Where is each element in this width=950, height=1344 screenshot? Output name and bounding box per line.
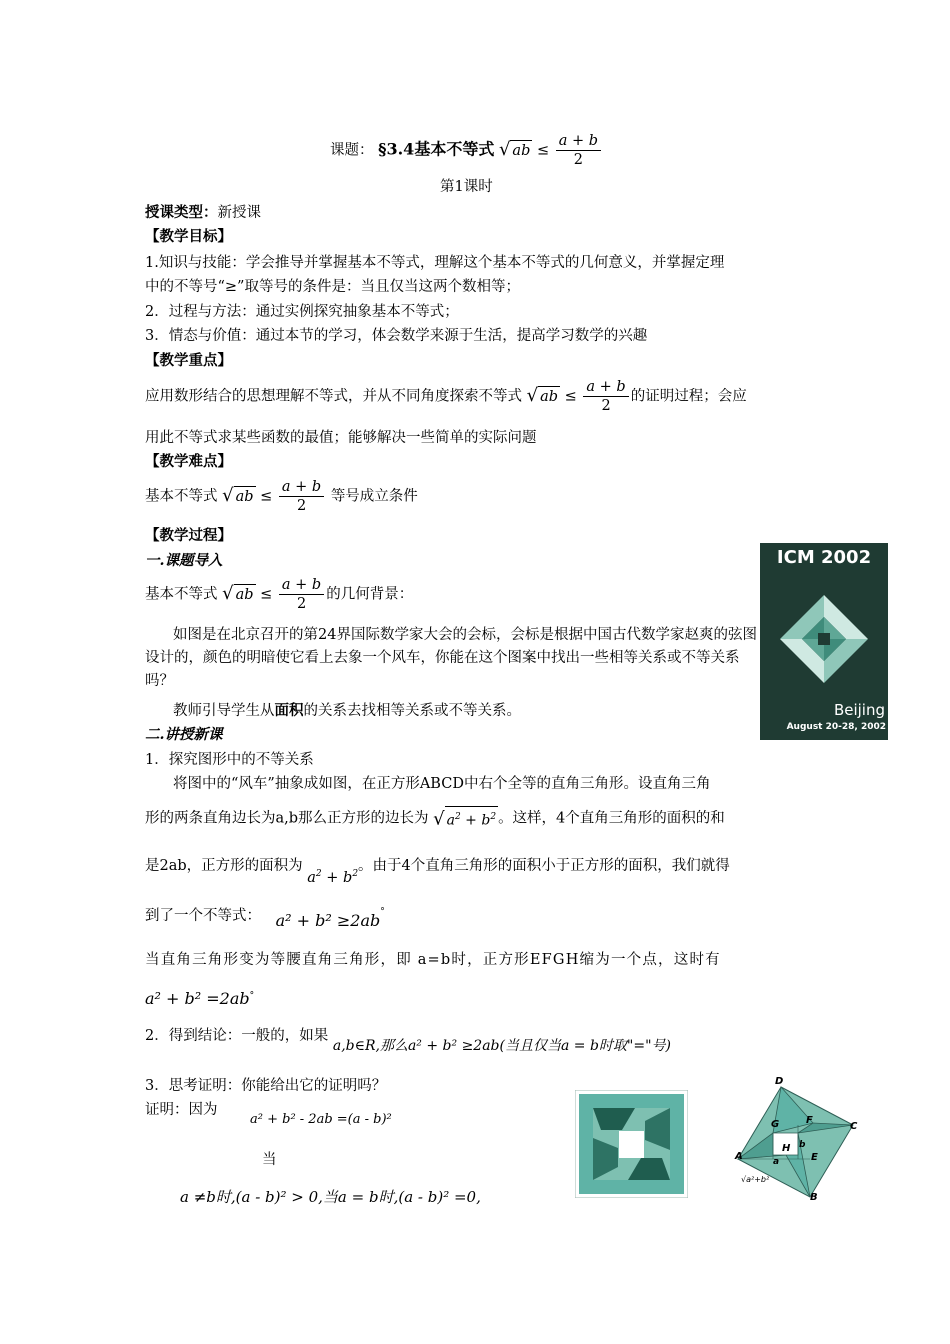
proof-formula-1: a² + b² - 2ab =(a - b)² xyxy=(250,1112,392,1127)
difficulty-heading: 【教学难点】 xyxy=(145,453,232,470)
section1-teacher: 教师引导学生从面积的关系去找相等关系或不等关系。 xyxy=(173,703,521,719)
label-b: B xyxy=(810,1192,818,1203)
item1-p1: 形的两条直角边长为a,b那么正方形的边长为 √ $a^2 + b^2$ 。这样，4个直角三角形的面积的和 xyxy=(145,806,725,831)
proof-when: 当 xyxy=(262,1152,277,1168)
key-text: 应用数形结合的思想理解不等式，并从不同角度探索不等式 √ ab ≤ $\frac{a + b}{2}$ 的证明过程；会应 xyxy=(145,379,747,414)
process-heading: 【教学过程】 xyxy=(145,527,232,544)
label-e: E xyxy=(811,1152,818,1163)
icm-logo xyxy=(760,543,888,740)
label-d: D xyxy=(775,1076,784,1087)
icm-dates: August 20-28, 2002 xyxy=(786,722,886,732)
icm-title: ICM 2002 xyxy=(776,547,872,568)
lesson-title xyxy=(330,132,603,169)
objective-1b: 中的不等号“≥”取等号的条件是：当且仅当这两个数相等； xyxy=(145,279,520,295)
section2-heading: 二.讲授新课 xyxy=(145,726,223,743)
proof-formula-2: a ≠b时,(a - b)² > 0,当a = b时,(a - b)² =0, xyxy=(180,1188,481,1206)
objectives-heading: 【教学目标】 xyxy=(145,228,232,245)
label-a: A xyxy=(735,1151,743,1162)
label-c: C xyxy=(850,1121,858,1132)
label-h: H xyxy=(782,1143,791,1154)
section1-line: 基本不等式 √ ab ≤ $\frac{a + b}{2}$ 的几何背景： xyxy=(145,577,414,612)
objective-2: 2．过程与方法：通过实例探究抽象基本不等式； xyxy=(145,304,459,320)
item1-title: 1．探究图形中的不等关系 xyxy=(145,752,314,768)
label-a-small: a xyxy=(773,1157,780,1167)
item1-p5: a² + b² =2ab° xyxy=(145,988,255,1008)
sqrt-ab: √ ab xyxy=(498,139,531,160)
subtitle: 第1课时 xyxy=(440,179,493,195)
le-sign: ≤ xyxy=(536,142,550,159)
label-f: F xyxy=(806,1115,813,1126)
section1-paragraph: 如图是在北京召开的第24界国际数学家大会的会标，会标是根据中国古代数学家赵爽的弦图设计的，颜色的明暗使它看上去象一个风车，你能在这个图案中找出一些相等关系或不等关系吗？ xyxy=(145,627,757,689)
objective-1a: 1.知识与技能：学会推导并掌握基本不等式，理解这个基本不等式的几何意义，并掌握定理 xyxy=(145,255,725,271)
icm-city: Beijing xyxy=(833,701,885,719)
objective-3: 3．情态与价值：通过本节的学习，体会数学来源于生活，提高学习数学的兴趣 xyxy=(145,328,648,344)
item1-p4: 当直角三角形变为等腰直角三角形，即 a=b时，正方形EFGH缩为一个点，这时有 xyxy=(145,952,721,968)
proof-label: 证明：因为 xyxy=(145,1102,218,1118)
key-heading: 【教学重点】 xyxy=(145,352,232,369)
title-prefix: 课题： xyxy=(330,142,374,159)
item3-title: 3．思考证明：你能给出它的证明吗？ xyxy=(145,1078,387,1094)
lesson-type: 授课类型：新授课 xyxy=(145,204,261,221)
label-g: G xyxy=(771,1119,780,1130)
key-text-c: 用此不等式求某些函数的最值；能够解决一些简单的实际问题 xyxy=(145,430,537,446)
pinwheel-square-figure xyxy=(575,1090,688,1198)
item1-p3: 到了一个不等式： a² + b² ≥2ab° xyxy=(145,907,385,930)
fraction: $\frac{a + b}{2}$ xyxy=(556,132,601,169)
title-section: §3.4基本不等式 xyxy=(378,139,495,159)
item1-p1a: 将图中的“风车”抽象成如图，在正方形ABCD中右个全等的直角三角形。设直角三角 xyxy=(173,776,711,792)
difficulty-text: 基本不等式 √ ab ≤ $\frac{a + b}{2}$ 等号成立条件 xyxy=(145,479,418,514)
item1-p2: 是2ab，正方形的面积为 $a^2 + b^2$。由于4个直角三角形的面积小于正方形的面积，我们就得 xyxy=(145,857,730,886)
label-b-small: b xyxy=(799,1140,806,1150)
section1-heading: 一.课题导入 xyxy=(145,552,223,569)
label-side: √a²+b² xyxy=(741,1175,770,1184)
item2: 2．得到结论：一般的，如果 a,b∈R,那么a² + b² ≥2ab(当且仅当a = b时取"="号) xyxy=(145,1028,671,1054)
